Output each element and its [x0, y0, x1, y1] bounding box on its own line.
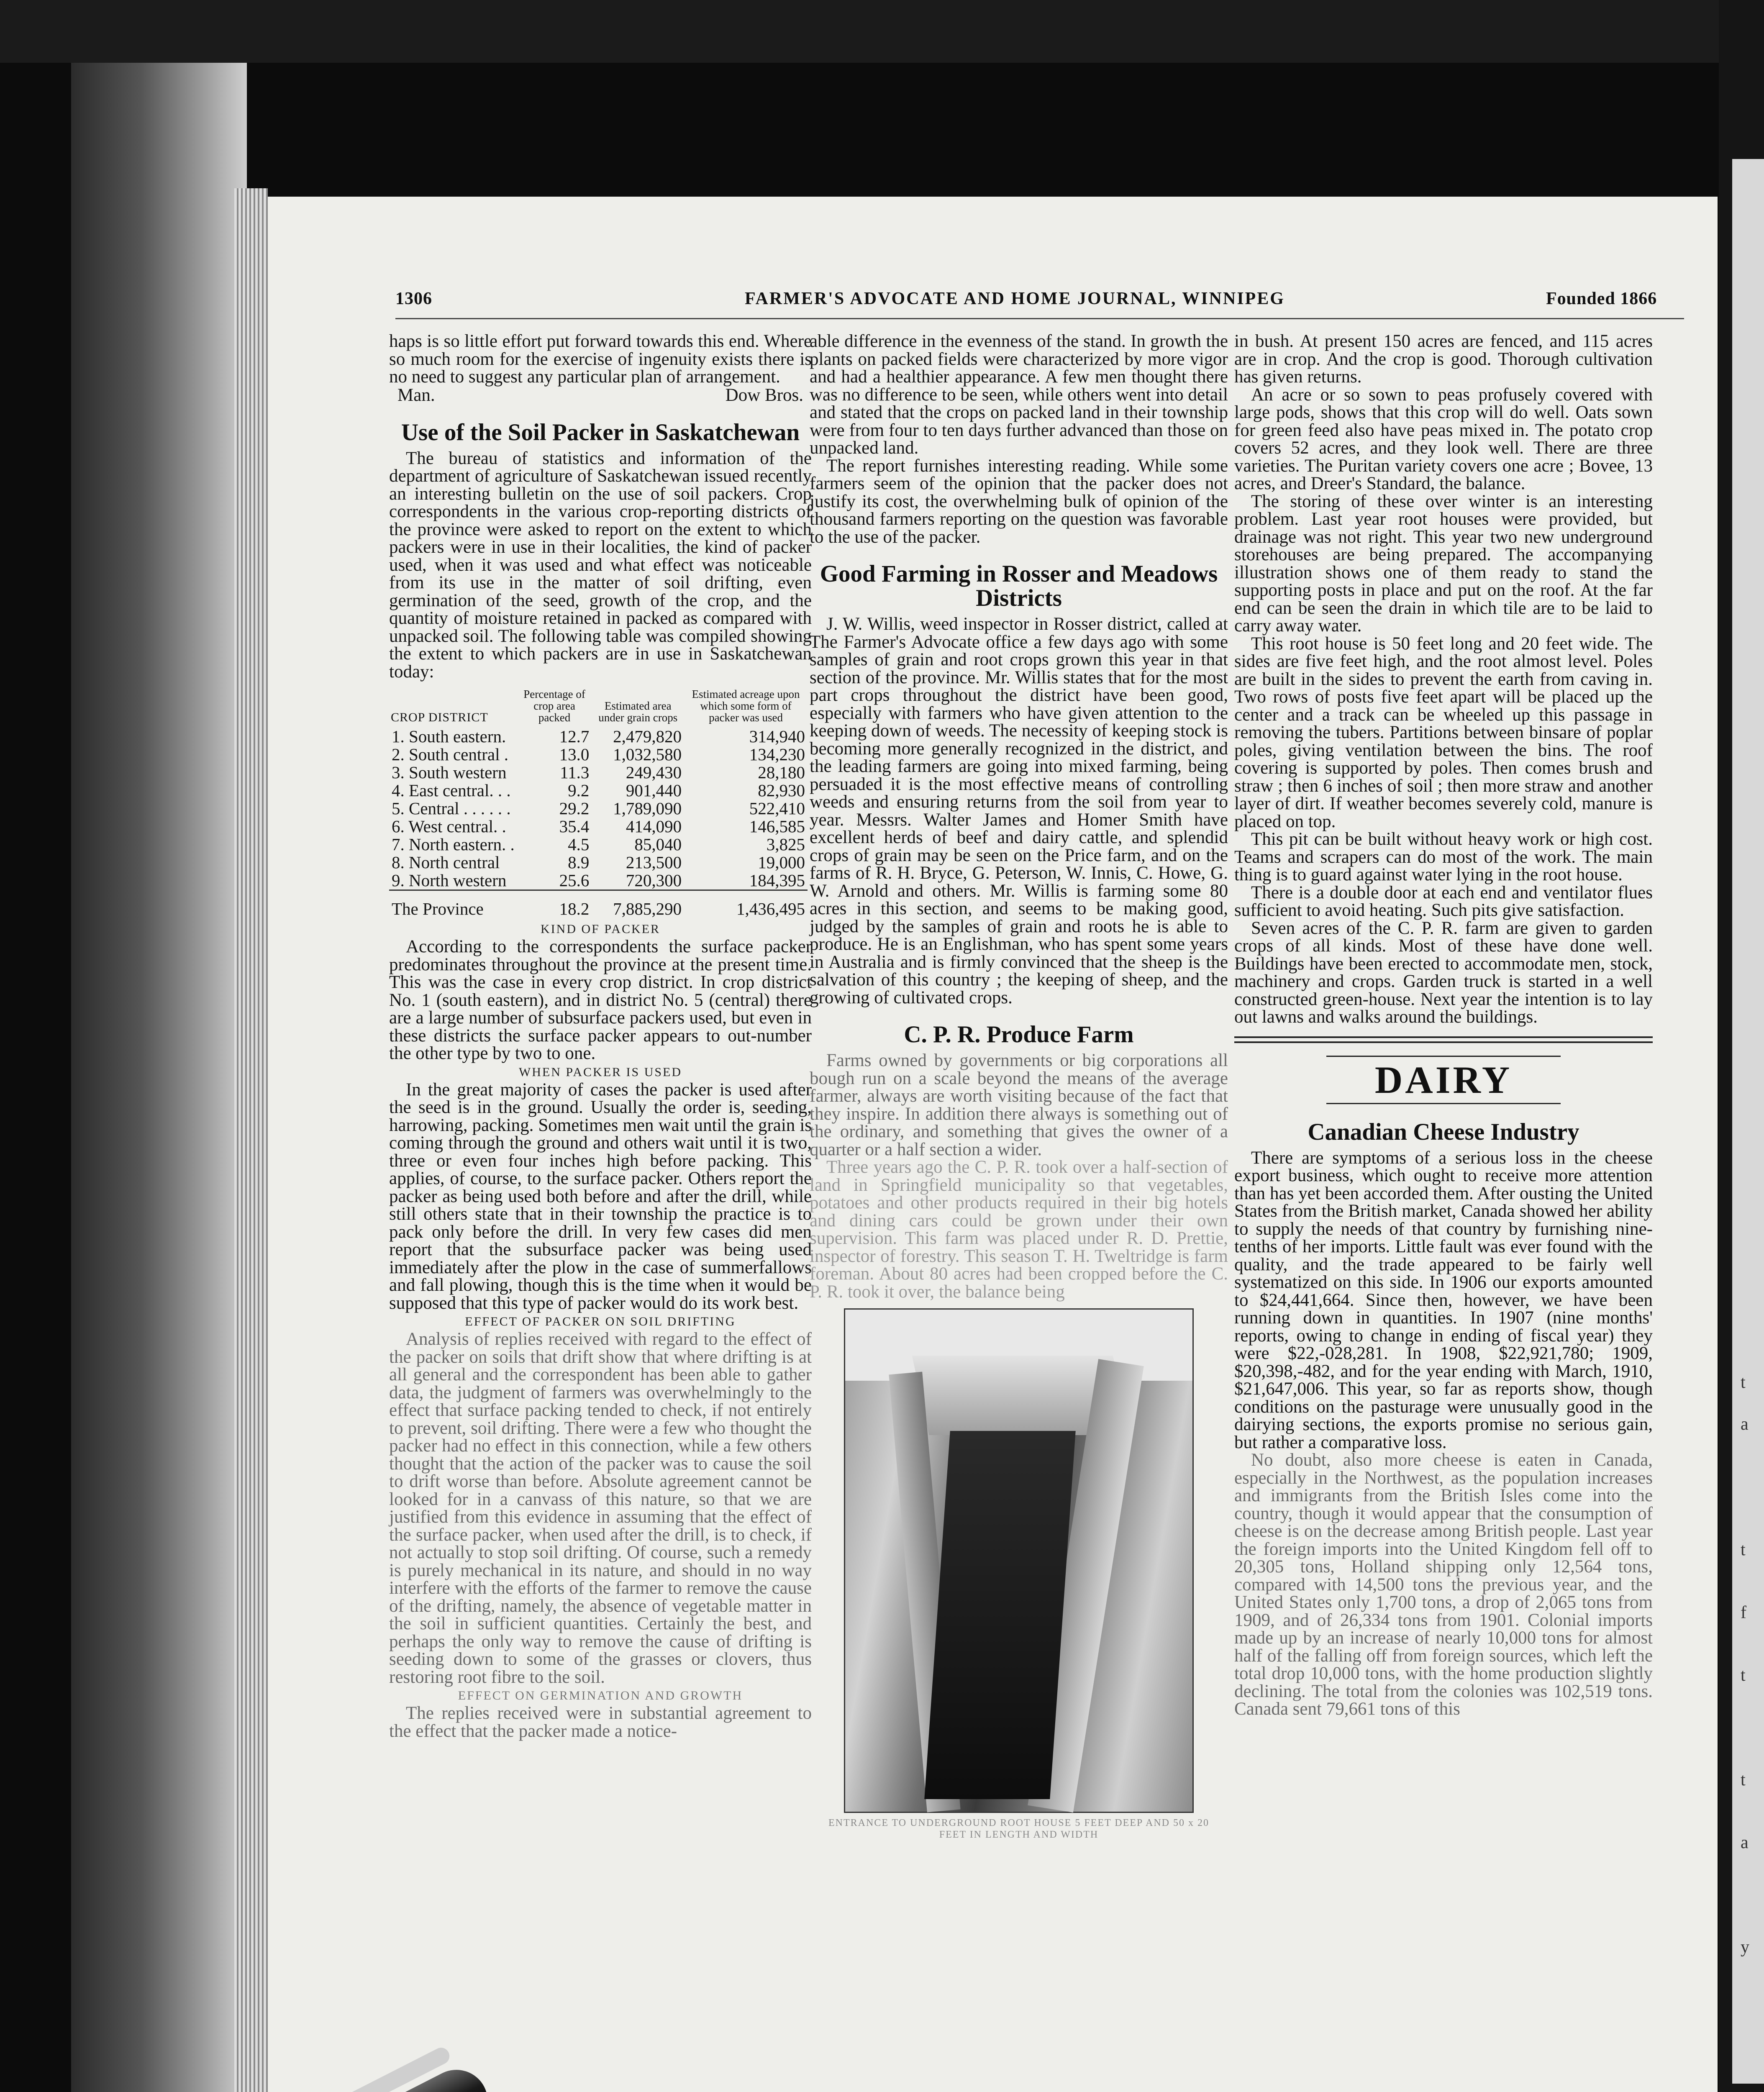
- area-cell: 901,440: [626, 781, 682, 800]
- area-cell: 720,300: [626, 871, 682, 890]
- acreage-cell: 19,000: [758, 853, 805, 872]
- percent-cell: 35.4: [559, 817, 590, 836]
- photo-caption: ENTRANCE TO UNDERGROUND ROOT HOUSE 5 FEET DEEP AND 50 x 20 FEET IN LENGTH AND WIDTH: [828, 1818, 1210, 1840]
- crop-district-table: [389, 688, 808, 918]
- area-cell: 1,032,580: [613, 745, 682, 764]
- percent-cell: 29.2: [559, 799, 590, 818]
- article-title-cheese: Canadian Cheese Industry: [1308, 1118, 1579, 1145]
- total-acreage: 1,436,495: [684, 890, 808, 918]
- table-header: Estimated area under grain crops: [598, 700, 678, 724]
- root-house-photo: [844, 1308, 1194, 1813]
- acreage-cell: 134,230: [749, 745, 805, 764]
- table-row: [389, 782, 808, 800]
- table-header: Percentage of crop area packed: [523, 688, 585, 724]
- book-spine-shadow: [71, 63, 247, 2092]
- district-cell: 3. South western: [392, 763, 507, 782]
- article-title-cpr-farm: C. P. R. Produce Farm: [904, 1021, 1134, 1048]
- article-paragraph: This pit can be built without heavy work or high cost. Teams and scrapers can do most of the work. The main thing is to guard against water lying in the root house.: [1234, 829, 1653, 884]
- signoff-author: Dow Bros.: [725, 385, 803, 405]
- total-percent: 18.2: [517, 890, 592, 918]
- table-row: [389, 818, 808, 836]
- article-paragraph: The replies received were in substantial agreement to the effect that the packer made a notice-: [389, 1703, 812, 1741]
- article-paragraph: According to the correspondents the surface packer predominates throughout the province at the present time. This was the case in every crop district. In crop district No. 1 (south eastern), and in district No. 5 (central) there are a large number of subsurface packers used, but even in these districts the surface packer appears to out-number the other type by two to one.: [389, 937, 812, 1063]
- district-cell: 1. South eastern.: [392, 727, 506, 746]
- district-cell: 7. North eastern. .: [392, 835, 515, 854]
- table-row: [389, 728, 808, 746]
- table-row: [389, 746, 808, 764]
- article-paragraph: There is a double door at each end and ventilator flues sufficient to avoid heating. Such pits give satisfaction.: [1234, 882, 1653, 920]
- district-cell: 5. Central . . . . . .: [392, 799, 511, 818]
- article-paragraph: Three years ago the C. P. R. took over a half-section of land in Springfield municipality so that vegetables, potatoes and other products required in their big hotels and dining cars could be grown under their own supervision. This farm was placed under R. D. Prettie, inspector of forestry. This season T. H. Tweltridge is farm foreman. About 80 acres had been cropped before the C. P. R. took it over, the balance being: [810, 1157, 1228, 1302]
- article-paragraph: Seven acres of the C. P. R. farm are given to garden crops of all kinds. Most of these have done well. Buildings have been erected to accommodate men, stock, machinery and crops. Garden truck is started in a well constructed green-house. Next year the intention is to lay out lawns and walks around the buildings.: [1234, 918, 1653, 1027]
- article-paragraph: This root house is 50 feet long and 20 feet wide. The sides are five feet high, and the root almost level. Poles are built in the sides to prevent the earth from caving in. Two rows of posts five feet apart will be placed up the center and a track can be wheeled up this passage in removing the tubers. Partitions between binsare of poplar poles, giving ventilation between the bins. The roof covering is supported by poles. Then comes brush and straw ; then 6 inches of soil ; then more straw and another layer of dirt. If weather becomes severely cold, manure is placed on top.: [1234, 633, 1653, 831]
- percent-cell: 11.3: [560, 763, 590, 782]
- founded-date: Founded 1866: [1546, 289, 1657, 308]
- acreage-cell: 146,585: [749, 817, 805, 836]
- acreage-cell: 28,180: [758, 763, 805, 782]
- table-row: [389, 800, 808, 818]
- percent-cell: 12.7: [559, 727, 590, 746]
- section-heading-dairy: DAIRY: [1326, 1056, 1561, 1104]
- district-cell: 6. West central. .: [392, 817, 506, 836]
- section-divider: [1234, 1036, 1653, 1043]
- article-paragraph: An acre or so sown to peas profusely covered with large pods, shows that this crop will do well. Oats sown for green feed also have peas mixed in. The potato crop covers 52 acres, and they look well. There are three varieties. The Puritan variety covers one acre ; Bovee, 13 acres, and Dreer's Standard, the balance.: [1234, 385, 1653, 493]
- column-2: [810, 333, 1228, 1843]
- signoff-place: Man.: [397, 385, 435, 405]
- header-rule: [395, 318, 1684, 319]
- continued-paragraph: haps is so little effort put forward towards this end. Where so much room for the exercise of ingenuity exists there is no need to suggest any particular plan of arrangement.: [389, 331, 812, 387]
- table-row: [389, 836, 808, 854]
- area-cell: 249,430: [626, 763, 682, 782]
- area-cell: 2,479,820: [613, 727, 682, 746]
- page-stack-edge: [234, 188, 268, 2092]
- subheading-soil-drifting: EFFECT OF PACKER ON SOIL DRIFTING: [465, 1315, 736, 1328]
- total-area: 7,885,290: [592, 890, 684, 918]
- article-paragraph: There are symptoms of a serious loss in the cheese export business, which ought to receive more attention than has yet been accorded them. After ousting the United States from the British market, Canada showed her ability to supply the needs of that country by furnishing nine-tenths of her imports. Little fault was ever found with the quality, and the trade appeared to be fairly well systematized on this side. In 1906 our exports amounted to $24,441,664. Since then, however, we have been running down in quantities. In 1907 (nine months' reports, owing to change in ending of fiscal year) they were $22,-028,281. In 1908, $22,921,780; 1909, $20,398,-482, and for the year ending with March, 1910, $21,647,006. This year, so far as reports show, though conditions on the pasturage were unusually good in the dairying sections, the exports promise no serious gain, but rather a comparative loss.: [1234, 1148, 1653, 1452]
- article-title-soil-packer: Use of the Soil Packer in Saskatchewan: [401, 419, 800, 446]
- column-1: [389, 333, 812, 1740]
- table-total-row: [389, 890, 808, 918]
- running-title: FARMER'S ADVOCATE AND HOME JOURNAL, WINNIPEG: [745, 289, 1285, 308]
- subheading-germination: EFFECT ON GERMINATION AND GROWTH: [458, 1689, 743, 1702]
- total-label: The Province: [389, 890, 517, 918]
- percent-cell: 13.0: [559, 745, 590, 764]
- district-cell: 8. North central: [392, 853, 500, 872]
- article-paragraph: in bush. At present 150 acres are fenced, and 115 acres are in crop. And the crop is good. Thorough cultivation has given returns.: [1234, 331, 1653, 387]
- column-3: [1234, 333, 1653, 1718]
- area-cell: 213,500: [626, 853, 682, 872]
- table-row: [389, 764, 808, 782]
- article-paragraph: In the great majority of cases the packer is used after the seed is in the ground. Usually the order is, seeding, harrowing, packing. Sometimes men wait until the grain is coming through the ground and others wait until it is two, three or even four inches high before packing. This applies, of course, to the surface packer. Others report the packer as being used both before and after the drill, while still others state that in their township the practice is to pack only before the drill. In very few cases did men report that the subsurface packer was being used immediately after the plow in the case of summerfallows and fall plowing, though this is the time when it would be supposed that this type of packer would do its work best.: [389, 1079, 812, 1313]
- letter-signoff: [389, 386, 812, 405]
- subheading-when-used: WHEN PACKER IS USED: [518, 1065, 682, 1079]
- acreage-cell: 184,395: [749, 871, 805, 890]
- subheading-kind-of-packer: KIND OF PACKER: [541, 922, 660, 936]
- area-cell: 1,789,090: [613, 799, 682, 818]
- photo-entrance: [924, 1431, 1076, 1799]
- acreage-cell: 522,410: [749, 799, 805, 818]
- percent-cell: 25.6: [559, 871, 590, 890]
- percent-cell: 9.2: [568, 781, 590, 800]
- table-header: Estimated acreage upon which some form of packer was used: [692, 688, 800, 724]
- area-cell: 85,040: [634, 835, 682, 854]
- district-cell: 9. North western: [392, 871, 507, 890]
- acreage-cell: 314,940: [749, 727, 805, 746]
- district-cell: 4. East central. . .: [392, 781, 511, 800]
- page-number: 1306: [395, 289, 432, 308]
- article-paragraph: The report furnishes interesting reading. While some farmers seem of the opinion that the packer does not justify its cost, the overwhelming bulk of opinion of the thousand farmers reporting on the question was favorable to the use of the packer.: [810, 456, 1228, 547]
- area-cell: 414,090: [626, 817, 682, 836]
- article-paragraph: The bureau of statistics and information of the department of agriculture of Saskatchewan issued recently an interesting bulletin on the use of soil packers. Crop correspondents in the various crop-reporting districts of the province were asked to report on the extent to which packers were in use in their localities, the kind of packer used, when it was used and what effect was noticeable from its use in the matter of soil drifting, even germination of the seed, growth of the crop, and the quantity of moisture retained in packed as compared with unpacked soil. The following table was compiled showing the extent to which packers are in use in Saskatchewan today:: [389, 448, 812, 682]
- percent-cell: 4.5: [568, 835, 590, 854]
- acreage-cell: 3,825: [766, 835, 805, 854]
- table-header: CROP DISTRICT: [391, 710, 488, 724]
- microfilm-border-top: [0, 0, 1764, 63]
- percent-cell: 8.9: [568, 853, 590, 872]
- article-paragraph: J. W. Willis, weed inspector in Rosser district, called at The Farmer's Advocate office a few days ago with some samples of grain and root crops grown this year in that section of the province. Mr. Willis states that for the most part crops throughout the district have been good, especially with farmers who have given attention to the keeping down of weeds. The necessity of keeping stock is becoming more generally recognized in the district, and the leading farmers are going into mixed farming, being persuaded it is the most effective means of controlling weeds and ensuring returns from the soil from year to year. Messrs. Walter James and Homer Smith have excellent herds of beef and dairy cattle, and splendid crops of grain may be seen on the Price farm, and on the farms of R. H. Bryce, G. Peterson, W. Innis, C. Howe, G. W. Arnold and others. Mr. Willis is farming some 80 acres in this section, and seems to be making good, judged by the samples of grain and roots he is able to produce. He is an Englishman, who has spent some years in Australia and is firmly convinced that the sheep is the salvation of this country ; the keeping of sheep, and the growing of cultivated crops.: [810, 614, 1228, 1008]
- article-title-rosser: Good Farming in Rosser and Meadows Districts: [820, 561, 1218, 611]
- article-paragraph: The storing of these over winter is an interesting problem. Last year root houses were provided, but drainage was not right. This year two new underground storehouses are being prepared. The accompanying illustration shows one of them ready to stand the supporting posts in place and put on the roof. At the far end can be seen the drain in which tile are to be laid to carry away water.: [1234, 491, 1653, 636]
- article-paragraph: able difference in the evenness of the stand. In growth the plants on packed fields were characterized by more vigor and had a healthier appearance. A few men thought there was no difference to be seen, while others went into detail and stated that the crops on packed land in their township were from four to ten days further advanced than those on unpacked land.: [810, 331, 1228, 458]
- acreage-cell: 82,930: [758, 781, 805, 800]
- adjacent-page-sliver: t a t f t t a y: [1732, 159, 1764, 2084]
- article-paragraph: Farms owned by governments or big corporations all bough run on a scale beyond the means of the average farmer, always are worth visiting because of the fact that they inspire. In addition there always is something out of the ordinary, and something that gives the owner of a quarter or a half section a wider.: [810, 1051, 1228, 1159]
- district-cell: 2. South central .: [392, 745, 508, 764]
- table-header-row: [389, 688, 808, 728]
- table-row: [389, 872, 808, 890]
- article-paragraph: No doubt, also more cheese is eaten in Canada, especially in the Northwest, as the population increases and immigrants from the British Isles come into the country, though it would appear that the consumption of cheese is on the decrease among British people. Last year the foreign imports into the United Kingdom fell off to 20,305 tons, Holland shipping only 12,564 tons, compared with 14,500 tons the previous year, and the United States only 1,700 tons, a drop of 2,065 tons from 1909, and of 26,334 tons from 1901. Colonial imports made up by an increase of nearly 10,000 tons for almost half of the falling off from foreign sources, which left the total drop 10,000 tons, with the home production slightly declining. The total from the colonies was 102,519 tons. Canada sent 79,661 tons of this: [1234, 1450, 1653, 1719]
- table-row: [389, 854, 808, 872]
- article-paragraph: Analysis of replies received with regard to the effect of the packer on soils that drift show that where drifting is at all general and the correspondent has been able to gather data, the judgment of farmers was overwhelmingly to the effect that surface packing tended to check, if not entirely to prevent, soil drifting. There were a few who thought the packer had no effect in this connection, while a few others thought that the action of the packer was to cause the soil to drift worse than before. Absolute agreement cannot be looked for in a canvass of this nature, so that we are justified from this evidence in assuming that the effect of the surface packer, when used after the drill, is to check, if not actually to stop soil drifting. Of course, such a remedy is purely mechanical in its nature, and should in no way interfere with the efforts of the farmer to remove the cause of the drifting, namely, the absence of vegetable matter in the soil in sufficient quantities. Certainly the best, and perhaps the only way to remove the cause of drifting is seeding down to some of the grasses or clovers, thus restoring root fibre to the soil.: [389, 1329, 812, 1687]
